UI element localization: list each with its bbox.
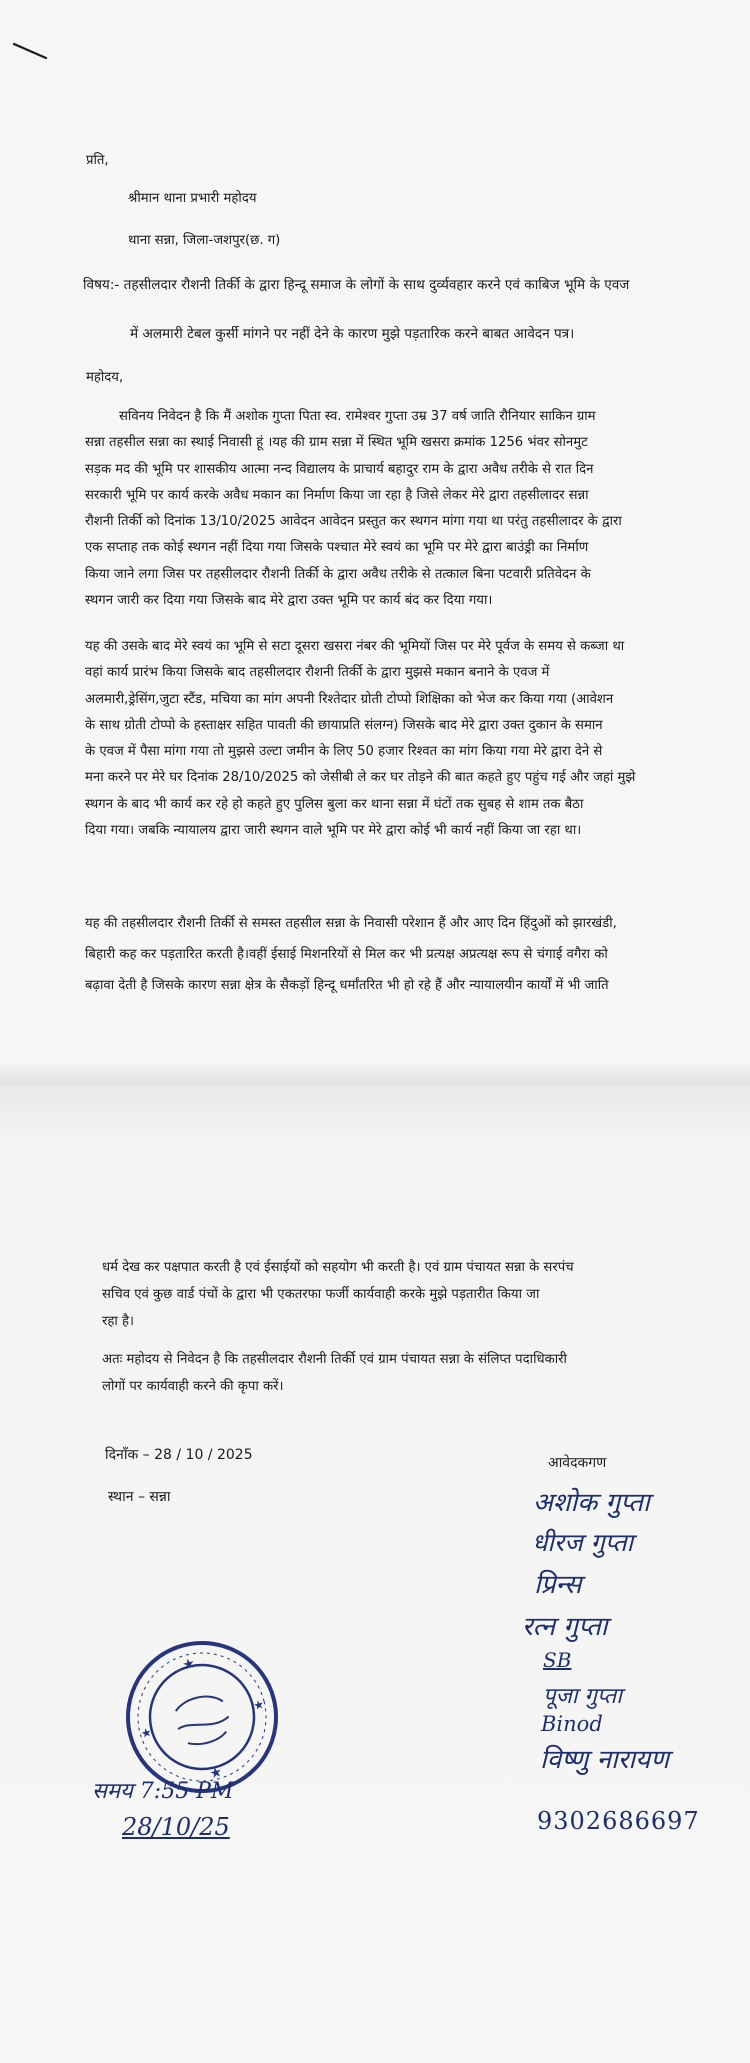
phone-number: 9302686697	[537, 1807, 700, 1835]
para2-line: वहां कार्य प्रारंभ किया जिसके बाद तहसीलदार रौशनी तिर्की के द्वारा मुझसे मकान बनाने के एवज में	[85, 665, 550, 681]
date-line: दिनाँक – 28 / 10 / 2025	[105, 1447, 253, 1463]
para2-line: स्थगन के बाद भी कार्य कर रहे हो कहते हुए पुलिस बुला कर थाना सन्ना में घंटों तक सुबह से शाम तक बैठा	[85, 796, 584, 812]
signature: प्रिन्स	[534, 1570, 582, 1600]
paragraph-2	[85, 634, 719, 844]
signature: धीरज गुप्ता	[532, 1528, 634, 1557]
signature: रत्न गुप्ता	[522, 1612, 608, 1642]
paragraph-1	[85, 404, 707, 614]
signature: Binod	[541, 1712, 603, 1736]
para4-line: धर्म देख कर पक्षपात करती है एवं ईसाईयों को सहयोग भी करती है। एवं ग्राम पंचायत सन्ना के सरपंच	[102, 1260, 574, 1275]
recipient-line-1: श्रीमान थाना प्रभारी महोदय	[128, 191, 257, 206]
signature: अशोक गुप्ता	[533, 1488, 650, 1518]
para1-line: किया जाने लगा जिस पर तहसीलदार रौशनी तिर्की के द्वारा अवैध तरीके से तत्काल बिना पटवारी प्रतिवेदन के	[85, 566, 591, 582]
place-line: स्थान – सन्ना	[108, 1489, 171, 1505]
para2-line: के एवज में पैसा मांगा गया तो मुझसे उल्टा जमीन के लिए 50 हजार रिश्वत का मांग किया गया मेरे द्वारा देने से	[85, 744, 603, 760]
signature: SB	[543, 1648, 572, 1672]
to-label: प्रति,	[86, 153, 109, 168]
signature: पूजा गुप्ता	[543, 1684, 622, 1709]
applicants-label: आवेदकगण	[548, 1455, 607, 1471]
para3-line: बढ़ावा देती है जिसके कारण सन्ना क्षेत्र के सैकड़ों हिन्दू धर्मांतरित भी हो रहे हैं और न्यायालयीन कार्यों में भी जाति	[85, 978, 609, 993]
letter-page-2	[0, 1085, 750, 2063]
svg-text:★: ★	[208, 1763, 225, 1783]
receipt-time: समय 7:55 PM	[92, 1779, 234, 1804]
para2-line: के साथ ग्रोती टोप्पो के हस्ताक्षर सहित पावती की छायाप्रति संलग्न) जिसके बाद मेरे द्वारा उक्त दुकान के समान	[85, 717, 603, 733]
para2-line: मना करने पर मेरे घर दिनांक 28/10/2025 को जेसीबी ले कर घर तोड़ने की बात कहते हुए पहुंच गई और जहां मुझे	[85, 770, 636, 786]
para1-line: स्थगन जारी कर दिया गया जिसके बाद मेरे द्वारा उक्त भूमि पर कार्य बंद कर दिया गया।	[85, 593, 493, 609]
subject-line-2: में अलमारी टेबल कुर्सी मांगने पर नहीं देने के कारण मुझे पड़तारिक करने बाबत आवेदन पत्र।	[130, 326, 575, 342]
salutation: महोदय,	[86, 370, 124, 385]
para4-line: सचिव एवं कुछ वार्ड पंचों के द्वारा भी एकतरफा फर्जी कार्यवाही करके मुझे पड़तारीत किया जा	[102, 1287, 540, 1302]
paragraph-5	[102, 1346, 680, 1400]
para1-line: रौशनी तिर्की को दिनांक 13/10/2025 आवेदन आवेदन प्रस्तुत कर स्थगन मांगा गया था परंतु तहसीलादर के द्वारा	[85, 514, 622, 530]
paragraph-4	[102, 1254, 680, 1335]
signature: विष्णु नारायण	[540, 1745, 670, 1775]
para5-line: लोगों पर कार्यवाही करने की कृपा करें।	[102, 1379, 284, 1394]
para3-line: बिहारी कह कर पड़तारित करती है।वहीं ईसाई मिशनरियों से मिल कर भी प्रत्यक्ष अप्रत्यक्ष रूप से चंगाई वगैरा को	[85, 947, 608, 962]
para5-line: अतः महोदय से निवेदन है कि तहसीलदार रौशनी तिर्की एवं ग्राम पंचायत सन्ना के संलिप्त पदाधिकारी	[102, 1352, 567, 1367]
para1-line: सन्ना तहसील सन्ना का स्थाई निवासी हूं ।यह की ग्राम सन्ना में स्थित भूमि खसरा क्रमांक 1256 भंवर सोनमुट	[85, 435, 588, 451]
para2-line: दिया गया। जबकि न्यायालय द्वारा जारी स्थगन वाले भूमि पर मेरे द्वारा कोई भी कार्य नहीं किया जा रहा था।	[85, 823, 582, 839]
subject-line-1: विषय:- तहसीलदार रौशनी तिर्की के द्वारा हिन्दू समाज के लोगों के साथ दुर्व्यवहार करने एवं काबिज भूमि के एवज	[83, 277, 630, 293]
para4-line: रहा है।	[102, 1314, 135, 1329]
para1-line: सविनय निवेदन है कि मैं अशोक गुप्ता पिता स्व. रामेश्वर गुप्ता उम्र 37 वर्ष जाति रौनियार साकिन ग्राम	[119, 409, 596, 424]
para1-line: एक सप्ताह तक कोई स्थगन नहीं दिया गया जिसके पश्चात मेरे स्वयं का भूमि पर मेरे द्वारा बाउंड्री का निर्माण	[85, 540, 589, 556]
receipt-date: 28/10/25	[122, 1813, 230, 1841]
para2-line: अलमारी,ड्रेसिंग,जुटा स्टैंड, मचिया का मांग अपनी रिश्तेदार ग्रोती टोप्पो शिक्षिका को भेज कर किया गया (आवेशन	[85, 691, 614, 707]
svg-text:★: ★	[251, 1696, 266, 1714]
paragraph-3	[85, 908, 719, 1001]
para1-line: सड़क मद की भूमि पर शासकीय आत्मा नन्द विद्यालय के प्राचार्य बहादुर राम के द्वारा अवैध तरीके से रात दिन	[85, 461, 594, 477]
svg-text:★: ★	[139, 1724, 154, 1742]
pen-stroke-icon	[12, 40, 52, 62]
para1-line: सरकारी भूमि पर कार्य करके अवैध मकान का निर्माण किया जा रहा है जिसे लेकर मेरे द्वारा तहसीलादर सन्ना	[85, 487, 589, 503]
para2-line: यह की उसके बाद मेरे स्वयं का भूमि से सटा दूसरा खसरा नंबर की भूमियों जिस पर मेरे पूर्वज के समय से कब्जा था	[85, 639, 625, 654]
recipient-line-2: थाना सन्ना, जिला-जशपुर(छ. ग)	[128, 233, 281, 248]
svg-text:★: ★	[180, 1655, 197, 1674]
para3-line: यह की तहसीलदार रौशनी तिर्की से समस्त तहसील सन्ना के निवासी परेशान हैं और आए दिन हिंदुओं को झारखंडी,	[85, 916, 617, 931]
